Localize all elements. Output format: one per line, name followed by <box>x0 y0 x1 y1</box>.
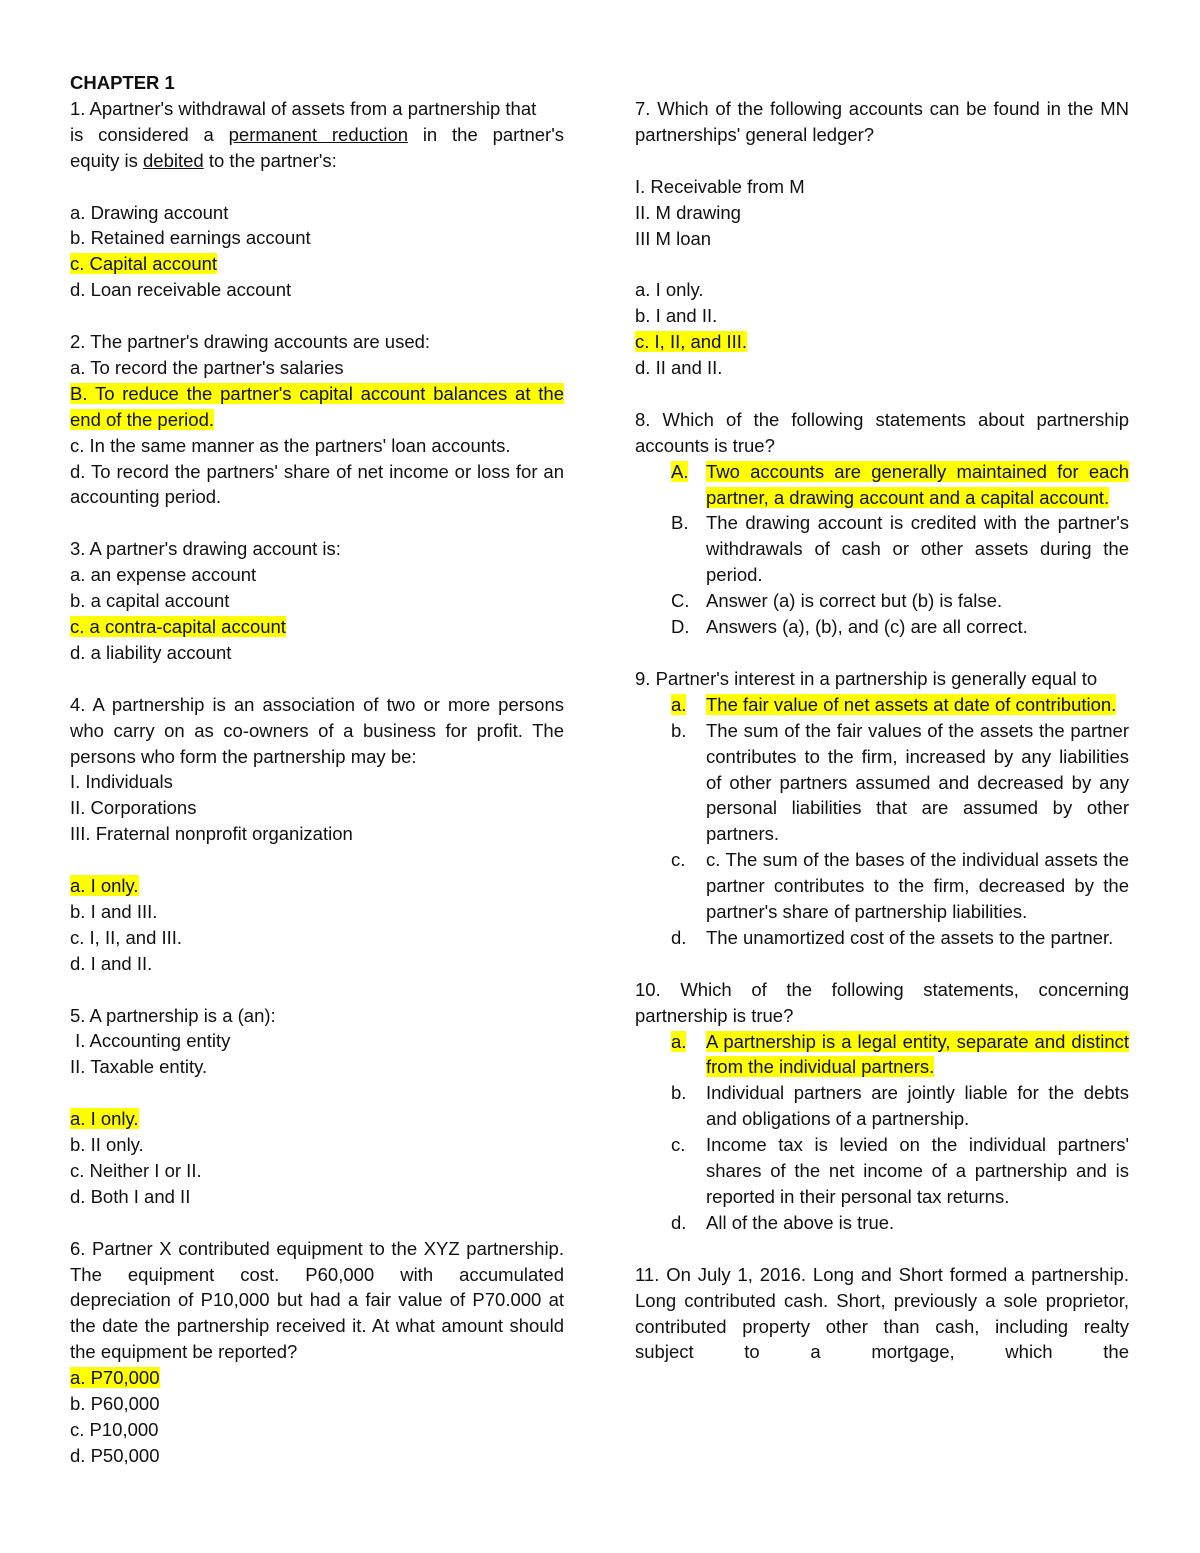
question-5 <box>70 1003 564 1210</box>
q3-option-b: b. a capital account <box>70 590 230 612</box>
question-2 <box>70 329 564 510</box>
q9-option-b: b. The sum of the fair values of the assets the partner contributes to the firm, increased by any liabilities of other partners assumed and decreased by any personal liabilities that are assumed by other partners. <box>671 719 1129 845</box>
chapter-title: CHAPTER 1 <box>70 72 175 93</box>
q6-option-a-answer: a. P70,000 <box>70 1367 160 1389</box>
q9-option-a-answer: The fair value of net assets at date of contribution. <box>706 693 1117 715</box>
q4-item-iii: III. Fraternal nonprofit organization <box>70 823 353 845</box>
q5-item-ii: II. Taxable entity. <box>70 1056 208 1078</box>
question-7 <box>635 96 1129 381</box>
q7-option-b: b. I and II. <box>635 305 718 327</box>
q2-option-d: d. To record the partners' share of net income or loss for an accounting period. <box>70 460 564 508</box>
q3-option-c-answer: c. a contra-capital account <box>70 615 286 637</box>
q1-line-3: equity is debited to the partner's: <box>70 149 337 171</box>
q6-stem: 6. Partner X contributed equipment to the XYZ partnership. The equipment cost. P60,000 with accumulated depreciation of P10,000 but had a fair value of P70.000 at the date the partnership received it. At what amount should the equipment be reported? <box>70 1237 564 1363</box>
question-11 <box>635 1262 1129 1366</box>
question-4 <box>70 692 564 977</box>
q10-option-a: a. A partnership is a legal entity, separate and distinct from the individual partners. <box>671 1030 1129 1078</box>
q7-item-ii: II. M drawing <box>635 201 741 223</box>
q5-item-i: I. Accounting entity <box>70 1030 231 1052</box>
q8-option-b: B. The drawing account is credited with the partner's withdrawals of cash or other assets during the period. <box>671 512 1129 586</box>
q1-option-a: a. Drawing account <box>70 201 229 223</box>
q9-option-d: d. The unamortized cost of the assets to the partner. <box>671 926 1114 948</box>
q1-option-c-answer: c. Capital account <box>70 253 218 275</box>
q6-option-d: d. P50,000 <box>70 1444 160 1466</box>
q5-option-c: c. Neither I or II. <box>70 1159 202 1181</box>
underlined-debited: debited <box>143 149 204 171</box>
q10-option-b: b. Individual partners are jointly liable for the debts and obligations of a partnership. <box>671 1082 1129 1130</box>
q2-option-a: a. To record the partner's salaries <box>70 356 344 378</box>
question-3 <box>70 536 564 666</box>
question-1 <box>70 96 564 303</box>
q4-item-i: I. Individuals <box>70 771 173 793</box>
q1-option-d: d. Loan receivable account <box>70 279 292 301</box>
q1-line-2: is considered a permanent reduction in the partner's <box>70 123 564 145</box>
question-6 <box>70 1236 564 1469</box>
right-column <box>635 96 1129 1365</box>
q4-option-c: c. I, II, and III. <box>70 926 183 948</box>
q4-option-b: b. I and III. <box>70 900 158 922</box>
q9-stem: 9. Partner's interest in a partnership is generally equal to <box>635 667 1098 689</box>
q8-option-a: A. Two accounts are generally maintained for each partner, a drawing account and a capital account. <box>671 460 1129 508</box>
underlined-permanent-reduction: permanent reduction <box>228 123 408 145</box>
q3-stem: 3. A partner's drawing account is: <box>70 538 341 560</box>
q7-item-iii: III M loan <box>635 227 712 249</box>
q10-option-a-answer: A partnership is a legal entity, separate and distinct from the individual partners. <box>706 1030 1129 1078</box>
q2-option-c: c. In the same manner as the partners' loan accounts. <box>70 434 511 456</box>
q5-stem: 5. A partnership is a (an): <box>70 1004 276 1026</box>
q6-option-c: c. P10,000 <box>70 1419 159 1440</box>
q10-option-d: d. All of the above is true. <box>671 1211 895 1233</box>
q8-option-a-answer: Two accounts are generally maintained for each partner, a drawing account and a capital account. <box>706 460 1129 508</box>
q7-option-c-answer: c. I, II, and III. <box>635 331 748 353</box>
q4-stem: 4. A partnership is an association of two or more persons who carry on as co-owners of a business for profit. The persons who form the partnership may be: <box>70 693 564 767</box>
q2-stem: 2. The partner's drawing accounts are used: <box>70 331 431 353</box>
q3-option-a: a. an expense account <box>70 564 257 586</box>
left-column <box>70 70 564 1469</box>
q4-item-ii: II. Corporations <box>70 797 197 819</box>
q4-option-a-answer: a. I only. <box>70 875 139 897</box>
q4-option-d: d. I and II. <box>70 952 153 974</box>
q6-option-b: b. P60,000 <box>70 1393 160 1415</box>
q9-option-a: a. The fair value of net assets at date of contribution. <box>671 693 1117 715</box>
q8-option-c: C. Answer (a) is correct but (b) is false. <box>671 590 1003 612</box>
q7-option-a: a. I only. <box>635 279 704 301</box>
q3-option-d: d. a liability account <box>70 641 232 663</box>
question-8 <box>635 407 1129 640</box>
q1-option-b: b. Retained earnings account <box>70 227 311 249</box>
q7-item-i: I. Receivable from M <box>635 175 805 197</box>
q11-stem: 11. On July 1, 2016. Long and Short formed a partnership. Long contributed cash. Short, previously a sole proprietor, contributed property other than cash, including realty subject to a mortgage, which the <box>635 1263 1129 1363</box>
q10-stem: 10. Which of the following statements, concerning partnership is true? <box>635 978 1129 1026</box>
q8-stem: 8. Which of the following statements about partnership accounts is true? <box>635 408 1129 456</box>
q5-option-a-answer: a. I only. <box>70 1108 139 1130</box>
q7-option-d: d. II and II. <box>635 357 723 379</box>
q1-line-1: 1. Apartner's withdrawal of assets from a partnership that <box>70 97 537 119</box>
q5-option-d: d. Both I and II <box>70 1185 191 1207</box>
q8-option-d: D. Answers (a), (b), and (c) are all correct. <box>671 616 1028 638</box>
q7-stem: 7. Which of the following accounts can be found in the MN partnerships' general ledger? <box>635 98 1129 145</box>
q10-option-c: c. Income tax is levied on the individual partners' shares of the net income of a partnership and is reported in their personal tax returns. <box>671 1134 1129 1207</box>
q5-option-b: b. II only. <box>70 1134 144 1156</box>
q2-option-b-answer: B. To reduce the partner's capital account balances at the end of the period. <box>70 382 564 430</box>
question-10 <box>635 977 1129 1236</box>
q9-option-c: c. c. The sum of the bases of the individual assets the partner contributes to the firm, decreased by the partner's share of partnership liabilities. <box>671 849 1129 923</box>
question-9 <box>635 666 1129 951</box>
